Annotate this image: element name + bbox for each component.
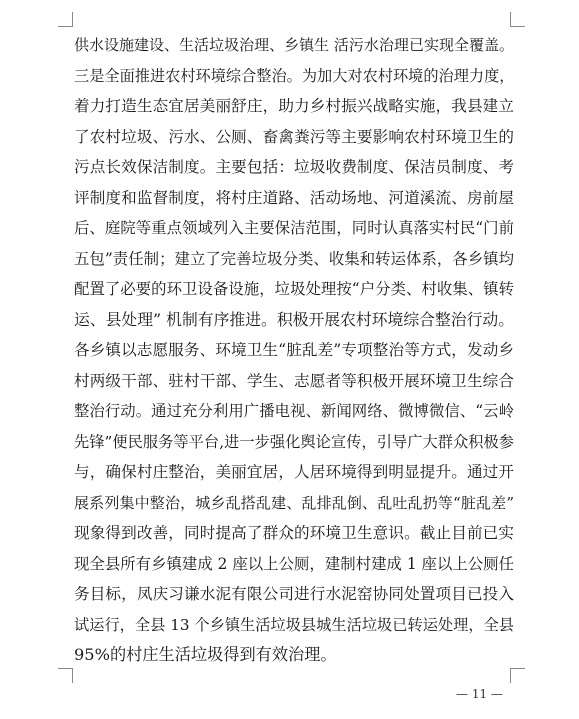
text-line: 污点长效保洁制度。主要包括：垃圾收费制度、保洁员制度、考	[74, 158, 514, 176]
text-line: 配置了必要的环卫设备设施，垃圾处理按“户分类、村收集、镇转	[74, 280, 514, 298]
crop-mark-bottom-left	[58, 668, 73, 683]
text-line: 现象得到改善，同时提高了群众的环境卫生意识。截止目前已实	[74, 524, 514, 542]
crop-mark-top-left	[58, 12, 73, 27]
page-number: — 11 —	[456, 687, 503, 701]
text-line: 运、县处理” 机制有序推进。积极开展农村环境综合整治行动。	[74, 309, 514, 329]
text-line: 各乡镇以志愿服务、环境卫生“脏乱差”专项整治等方式，发动乡	[74, 341, 514, 359]
text-line: 与，确保村庄整治，美丽宜居，人居环境得到明显提升。通过开	[74, 463, 514, 481]
text-line: 着力打造生态宜居美丽舒庄，助力乡村振兴战略实施，我县建立	[74, 97, 514, 115]
body-paragraph	[74, 30, 514, 671]
text-line: 整治行动。通过充分利用广播电视、新闻网络、微博微信、“云岭	[74, 402, 514, 420]
text-line: 五包”责任制；建立了完善垃圾分类、收集和转运体系，各乡镇均	[74, 249, 514, 268]
text-line: 展系列集中整治，城乡乱搭乱建、乱排乱倒、乱吐乱扔等“脏乱差”	[74, 493, 514, 512]
text-line: 供水设施建设、生活垃圾治理、乡镇生 活污水治理已实现全覆盖。	[74, 36, 514, 54]
text-line: 先锋”便民服务等平台,进一步强化舆论宣传，引导广大群众积极参	[74, 432, 514, 451]
text-line: 村两级干部、驻村干部、学生、志愿者等积极开展环境卫生综合	[74, 371, 514, 390]
text-line: 现全县所有乡镇建成 2 座以上公厕，建制村建成 1 座以上公厕任	[74, 554, 514, 573]
text-line: 95%的村庄生活垃圾得到有效治理。	[74, 645, 337, 664]
text-line: 后、庭院等重点领域列入主要保洁范围，同时认真落实村民“门前	[74, 219, 514, 237]
text-line: 评制度和监督制度，将村庄道路、活动场地、河道溪流、房前屋	[74, 188, 514, 207]
text-line: 试运行，全县 13 个乡镇生活垃圾县城生活垃圾已转运处理，全县	[74, 615, 514, 634]
text-line: 了农村垃圾、污水、公厕、畜禽粪污等主要影响农村环境卫生的	[74, 127, 514, 146]
text-line: 三是全面推进农村环境综合整治。为加大对农村环境的治理力度，	[74, 66, 515, 85]
crop-mark-top-right	[510, 12, 525, 27]
text-line: 务目标，凤庆习谦水泥有限公司进行水泥窑协同处置项目已投入	[74, 585, 514, 603]
